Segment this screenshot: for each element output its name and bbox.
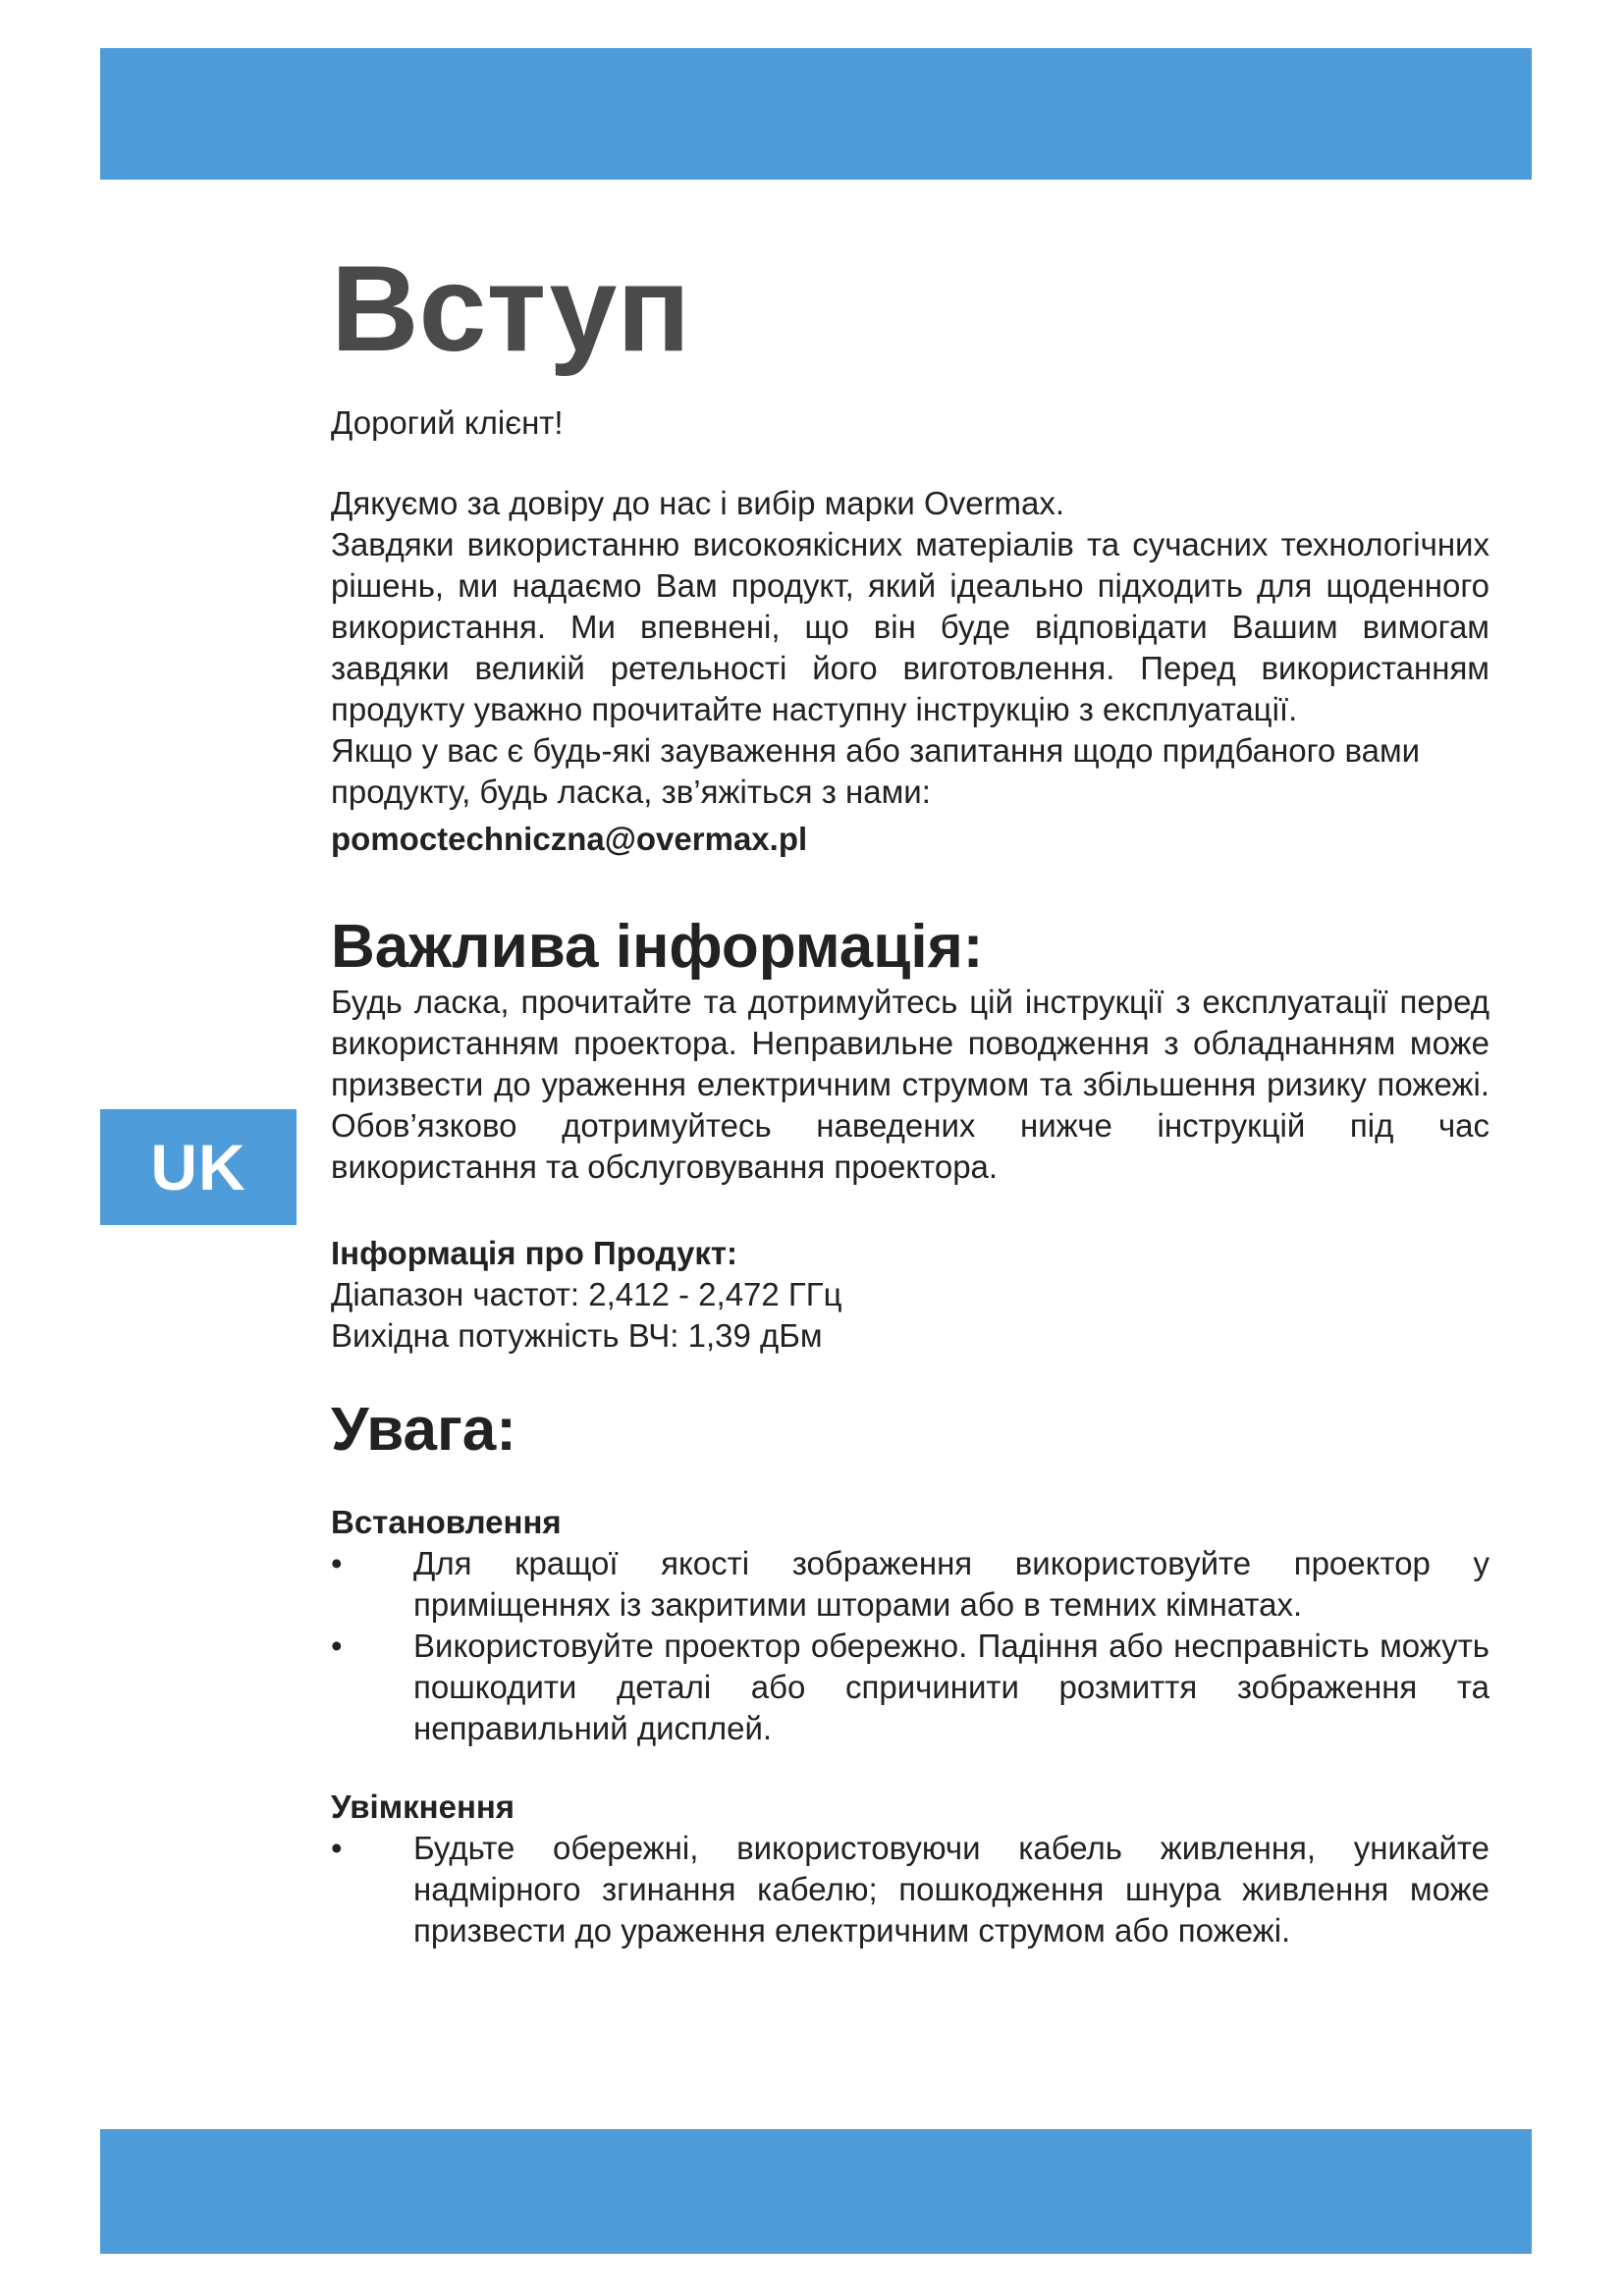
installation-list (331, 1543, 1489, 1749)
list-item-text: Використовуйте проектор обережно. Падіння або несправність можуть пошкодити деталі або спричинити розмиття зображення та неправильний дисплей. (413, 1628, 1489, 1746)
page-content (331, 241, 1489, 1951)
support-email-link[interactable]: pomoctechniczna@overmax.pl (331, 821, 808, 857)
language-tab: UK (100, 1109, 297, 1225)
list-item-text: Для кращої якості зображення використовуйте проектор у приміщеннях із закритими шторами або в темних кімнатах. (413, 1545, 1489, 1623)
intro-section (331, 483, 1489, 860)
warning-heading: Увага: (331, 1396, 516, 1464)
footer-band (100, 2129, 1532, 2254)
intro-paragraph-contact: Якщо у вас є будь-які зауваження або запитання щодо придбаного вами продукту, будь ласка, зв’яжіться з нами: (331, 732, 1421, 810)
list-item (331, 1828, 1489, 1951)
product-info-label: Інформація про Продукт: (331, 1235, 738, 1271)
product-info (331, 1233, 1489, 1357)
power-on-heading: Увімкнення (331, 1789, 515, 1825)
list-item (331, 1626, 1489, 1749)
rf-output-power: Вихідна потужність ВЧ: 1,39 дБм (331, 1317, 823, 1354)
list-item-text: Будьте обережні, використовуючи кабель живлення, уникайте надмірного згинання кабелю; пошкодження шнура живлення може призвести до ураження електричним струмом або пожежі. (413, 1830, 1489, 1949)
important-heading: Важлива інформація: (331, 913, 984, 981)
intro-paragraph-thanks: Дякуємо за довіру до нас і вибір марки Overmax. (331, 485, 1065, 521)
bullet-icon: • (331, 1545, 343, 1581)
list-item (331, 1543, 1489, 1626)
power-on-list (331, 1828, 1489, 1951)
greeting: Дорогий клієнт! (331, 404, 564, 441)
installation-heading: Встановлення (331, 1504, 562, 1540)
frequency-range: Діапазон частот: 2,412 - 2,472 ГГц (331, 1276, 842, 1312)
header-band (100, 48, 1532, 180)
important-text: Будь ласка, прочитайте та дотримуйтесь цій інструкції з експлуатації перед використанням проектора. Неправильне поводження з обладнанням може призвести до ураження електричним струмом та збільшення ризику пожежі. Обов’язково дотримуйтесь наведених нижче інструкцій під час використання та обслуговування проектора. (331, 984, 1489, 1185)
intro-paragraph-quality: Завдяки використанню високоякісних матеріалів та сучасних технологічних рішень, ми надаємо Вам продукт, який ідеально підходить для щоденного використання. Ми впевнені, що він буде відповідати Вашим вимогам завдяки великій ретельності його виготовлення. Перед використанням продукту уважно прочитайте наступну інструкцію з експлуатації. (331, 526, 1489, 727)
bullet-icon: • (331, 1830, 343, 1866)
page-title: Вступ (331, 241, 691, 377)
bullet-icon: • (331, 1628, 343, 1664)
